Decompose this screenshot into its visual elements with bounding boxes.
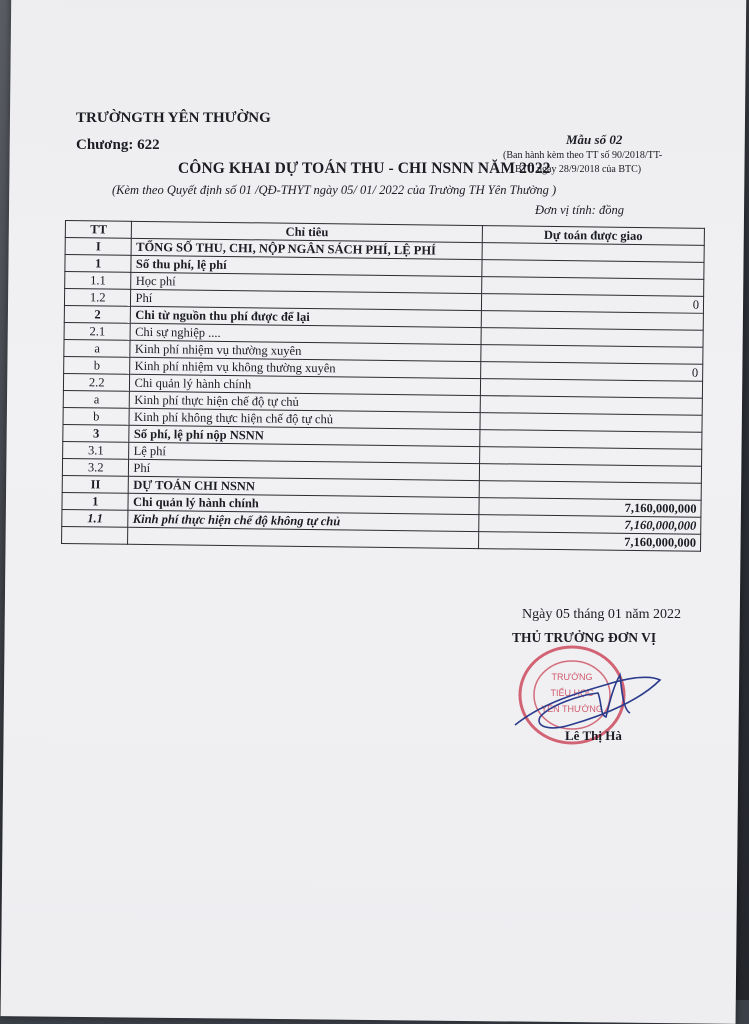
row-indicator: Kinh phí không thực hiện chế độ tự chủ [129,408,479,429]
row-number: 3.1 [63,441,130,459]
row-indicator: Chi quản lý hành chính [130,374,480,395]
row-estimate: 7,160,000,000 [478,515,700,535]
row-indicator: Phí [129,459,479,480]
column-header-estimate: Dự toán được giao [482,226,704,246]
row-number: II [62,475,129,493]
row-number: a [63,390,130,408]
table-body [62,238,705,552]
svg-text:TRƯỜNG: TRƯỜNG [551,672,593,682]
row-number: 1.1 [65,272,132,290]
row-indicator: Kinh phí nhiệm vụ không thường xuyên [130,357,480,378]
form-note-line1: (Ban hành kèm theo TT số 90/2018/TT- [503,150,663,161]
row-indicator: Phí [131,289,481,310]
row-indicator: Kinh phí thực hiện chế độ tự chủ [130,391,480,412]
row-number: 1 [62,492,129,510]
form-note-line2: BTC ngày 28/9/2018 của BTC) [515,164,642,175]
row-indicator: Số thu phí, lệ phí [131,255,481,276]
row-number: b [63,407,130,425]
row-number: I [65,238,132,256]
row-number: 2.2 [63,373,130,391]
signer-name: Lê Thị Hà [565,728,622,743]
column-header-tt: TT [65,221,132,239]
row-number: 1.2 [64,289,131,307]
row-number: 2.1 [64,322,131,340]
row-indicator: DỰ TOÁN CHI NSNN [129,476,479,497]
row-estimate: 7,160,000,000 [479,498,701,518]
form-number: Mẫu số 02 [566,132,623,147]
row-number: 3 [63,424,130,442]
school-name: TRƯỜNGTH YÊN THƯỜNG [76,110,271,126]
row-indicator: TỔNG SỐ THU, CHI, NỘP NGÂN SÁCH PHÍ, LỆ PHÍ [132,238,482,259]
column-header-indicator: Chỉ tiêu [132,221,482,242]
date-line: Ngày 05 tháng 01 năm 2022 [522,607,682,622]
currency-unit: Đơn vị tính: đồng [535,203,624,217]
row-indicator [128,527,478,548]
chapter-code: Chương: 622 [76,137,160,153]
row-estimate: 0 [480,362,702,382]
row-number: b [64,356,131,374]
row-indicator: Số phí, lệ phí nộp NSNN [129,425,479,446]
svg-text:TIỂU HỌC: TIỂU HỌC [550,688,594,698]
document-subtitle: (Kèm theo Quyết định số 01 /QĐ-THYT ngày 05/ 01/ 2022 của Trường TH Yên Thường ) [112,183,557,197]
row-number: 2 [64,305,131,323]
row-indicator: Chi từ nguồn thu phí được để lại [131,306,481,327]
row-indicator: Chi sự nghiệp .... [131,323,481,344]
row-number: 1 [65,255,132,273]
row-number [62,526,129,544]
row-number: a [64,339,131,357]
svg-text:YÊN THƯỜNG: YÊN THƯỜNG [541,704,603,714]
row-number: 1.1 [62,509,129,527]
row-indicator: Kinh phí nhiệm vụ thường xuyên [130,340,480,361]
row-estimate: 7,160,000,000 [478,532,700,552]
document-title: CÔNG KHAI DỰ TOÁN THU - CHI NSNN NĂM 2022 [178,160,551,177]
row-indicator: Chi quản lý hành chính [128,493,478,514]
budget-table [61,220,705,552]
row-indicator: Học phí [131,272,481,293]
row-number: 3.2 [62,458,129,476]
row-estimate: 0 [481,294,703,314]
row-indicator: Kinh phí thực hiện chế độ không tự chủ [128,510,478,531]
row-indicator: Lệ phí [129,442,479,463]
unit-head-title: THỦ TRƯỞNG ĐƠN VỊ [512,630,657,645]
